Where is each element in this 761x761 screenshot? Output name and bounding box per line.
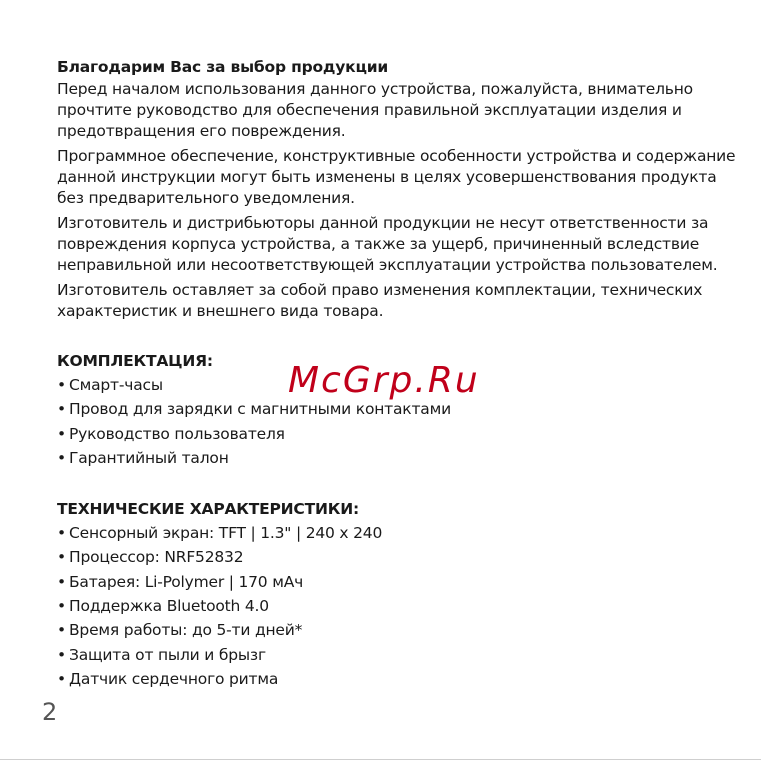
spec-item-text: Сенсорный экран: TFT | 1.3" | 240 x 240 [69,524,383,543]
spec-item-text: Поддержка Bluetooth 4.0 [69,597,269,616]
page-number: 2 [42,698,58,726]
intro-paragraph-4: Изготовитель оставляет за собой право изменения комплектации, технических характеристик и внешнего вида товара. [57,281,703,320]
specs-list [57,521,737,691]
kit-title: КОМПЛЕКТАЦИЯ: [57,352,213,370]
specs-title: ТЕХНИЧЕСКИЕ ХАРАКТЕРИСТИКИ: [57,500,359,519]
watermark: McGrp.Ru [288,360,480,401]
spec-item-text: Защита от пыли и брызг [69,645,266,664]
bullet-icon: • [57,669,66,688]
bullet-icon: • [57,621,66,640]
list-item [57,446,737,470]
kit-item-text: Смарт-часы [69,376,163,394]
intro-paragraph-3: Изготовитель и дистрибьюторы данной продукции не несут ответственности за повреждения корпуса устройства, а также за ущерб, причиненный вследствие неправильной или несоответствующей эксплуатации устройства пользователем. [57,214,718,274]
list-item [57,667,737,691]
spec-item-text: Батарея: Li-Polymer | 170 мАч [69,572,304,591]
bullet-icon: • [57,376,66,394]
bullet-icon: • [57,548,66,567]
list-item [57,545,737,569]
bullet-icon: • [57,572,66,591]
list-item [57,422,737,446]
intro-title: Благодарим Вас за выбор продукции [57,58,389,76]
bullet-icon: • [57,597,66,616]
list-item [57,618,737,642]
page-divider [0,759,761,760]
bullet-icon: • [57,400,66,419]
list-item [57,643,737,667]
spec-item-text: Датчик сердечного ритма [69,669,279,688]
bullet-icon: • [57,424,66,443]
bullet-icon: • [57,448,66,467]
bullet-icon: • [57,524,66,543]
list-item [57,521,737,545]
kit-item-text: Провод для зарядки с магнитными контактами [69,400,451,419]
kit-item-text: Руководство пользователя [69,424,285,443]
list-item [57,594,737,618]
kit-item-text: Гарантийный талон [69,448,229,467]
bullet-icon: • [57,645,66,664]
spec-item-text: Время работы: до 5-ти дней* [69,621,303,640]
intro-paragraph-1: Перед началом использования данного устройства, пожалуйста, внимательно прочтите руководство для обеспечения правильной эксплуатации изделия и предотвращения его повреждения. [57,80,693,140]
spec-item-text: Процессор: NRF52832 [69,548,244,567]
intro-paragraph-2: Программное обеспечение, конструктивные особенности устройства и содержание данной инструкции могут быть изменены в целях усовершенствования продукта без предварительного уведомления. [57,147,736,207]
list-item [57,570,737,594]
